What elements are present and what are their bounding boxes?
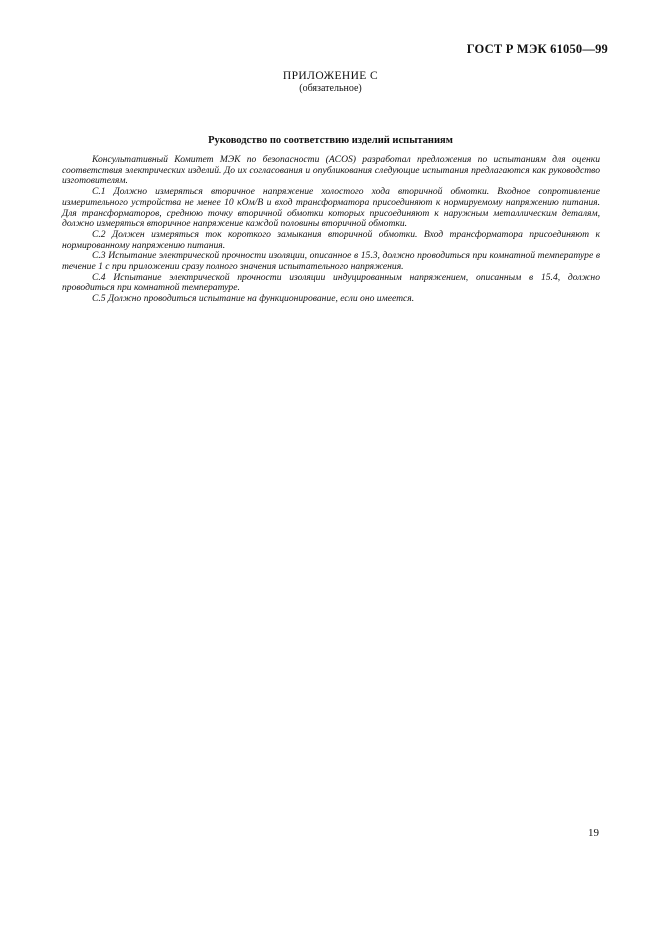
section-title: Руководство по соответствию изделий испытаниям: [208, 135, 453, 146]
clause-c4-paragraph: C.4 Испытание электрической прочности изоляции индуцированным напряжением, описанным в 15.4, должно проводиться при комнатной температуре.: [62, 271, 600, 294]
clause-c3-paragraph: C.3 Испытание электрической прочности изоляции, описанное в 15.3, должно проводиться при комнатной температуре в течение 1 с при приложении сразу полного значения испытательного напряжения.: [62, 250, 600, 273]
intro-paragraph: Консультативный Комитет МЭК по безопасности (ACOS) разработал предложения по испытаниям для оценки соответствия электрических изделий. До их согласования и опубликования следующие испытания предлагаются как руководство изготовителям.: [62, 154, 600, 187]
body-text: [62, 155, 600, 305]
appendix-status-note: (обязательное): [299, 83, 362, 94]
page-number: 19: [588, 827, 599, 839]
appendix-title: ПРИЛОЖЕНИЕ С: [282, 70, 379, 82]
clause-c2-paragraph: C.2 Должен измеряться ток короткого замыкания вторичной обмотки. Вход трансформатора присоединяют к нормированному напряжению питания.: [62, 228, 600, 251]
clause-c1-paragraph: C.1 Должно измеряться вторичное напряжение холостого хода вторичной обмотки. Входное сопротивление измерительного устройства не менее 10 кОм/В и вход трансформатора присоединяют к нормируемому напряжению питания. Для трансформаторов, среднюю точку вторичной обмотки которых присоединяют к наружным металлическим деталям, должно измеряться вторичное напряжение каждой половины вторичной обмотки.: [62, 186, 600, 230]
clause-c5-paragraph: C.5 Должно проводиться испытание на функционирование, если оно имеется.: [92, 293, 415, 305]
document-code: ГОСТ Р МЭК 61050—99: [466, 42, 608, 56]
